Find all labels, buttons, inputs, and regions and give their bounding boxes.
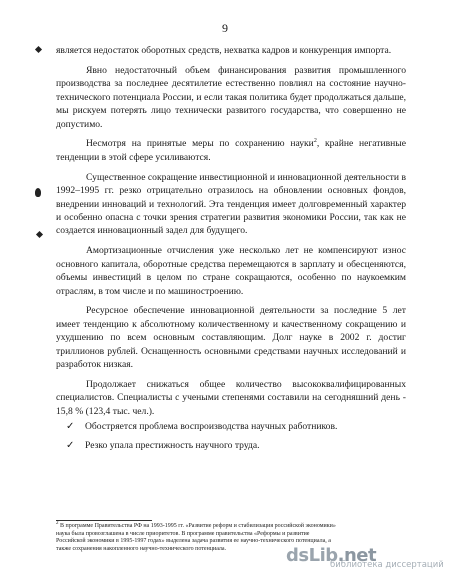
watermark-caption: библиотека диссертаций [330,560,444,570]
paragraph: Явно недостаточный объем финансирования развития промышленного производства за последнее десятилетие естественно повлиял на состояние научно-технического потенциала России, и если такая политика будет продолжаться дальше, мы рискуем потерять лицо технически развитого государства, что совершенно не допустимо. [56,64,406,130]
list-item [56,439,406,452]
footnote-number: 2 [56,521,59,526]
margin-mark-icon [35,46,42,53]
paragraph-text: Несмотря на принятые меры по сохранению науки [86,138,314,150]
checkmark-icon: ✓ [66,439,75,451]
paragraph: Амортизационные отчисления уже несколько лет не компенсируют износ основного капитала, оборотные средства перемещаются в зарплату и обесценяются, объемы инвестиций в целом по стране сокращаются, особенно по наукоемким отраслям, в том числе и по машиностроению. [56,245,406,297]
footnote-text: В программе Правительства РФ на 1993-1995 гг. «Развитие реформ и стабилизация российской экономики» наука была провозглашена в числе приоритетов. В программе правительства «Реформы и развитие Российской экономики в 1995-1997 годах» выделена задача развития ее научно-технического потенциала, а также сохранения накопленного научно-технического потенциала. [56,523,336,552]
paragraph: Существенное сокращение инвестиционной и инновационной деятельности в 1992–1995 гг. резко отрицательно отразилось на обновлении основных фондов, внедрении инноваций и технологий. Эта тенденция имеет долговременный характер и особенно опасна с точки зрения стратегии развития экономики России, так как не создается инновационный задел для будущего. [56,171,406,237]
paragraph: является недостаток оборотных средств, нехватка кадров и конкуренция импорта. [56,45,392,56]
footnote-divider [56,520,152,521]
checkmark-icon: ✓ [66,421,75,433]
list-item [56,420,406,433]
page-number: 9 [222,21,228,35]
dslib-watermark [286,544,444,574]
bullet-list [56,420,406,452]
list-item-text: Обостряется проблема воспроизводства научных работников. [85,421,338,433]
paragraph-text: , крайне негативные тенденции в этой сфере усиливаются. [56,138,406,163]
list-item-text: Резко упала престижность научного труда. [85,439,260,451]
margin-mark-icon [36,231,43,238]
footnote-ref[interactable]: 2 [313,138,317,145]
logo-tld: .net [337,545,377,566]
margin-mark-icon [35,188,41,197]
main-text [56,44,406,457]
paragraph [56,137,406,164]
logo-text: dsLib [286,545,338,566]
paragraph: Продолжает снижаться общее количество высококвалифицированных специалистов. Специалисты с учеными степенями составили на сегодняшний день - 15,8 % (123,4 тыс. чел.). [56,378,406,417]
paragraph: Ресурсное обеспечение инновационной деятельности за последние 5 лет имеет тенденцию к абсолютному количественному и качественному сокращению и ухудшению по всем основным составляющим. Долг науке в 2002 г. достиг триллионов рублей. Оснащенность основными средствами научных исследований и разработок низкая. [56,305,406,371]
